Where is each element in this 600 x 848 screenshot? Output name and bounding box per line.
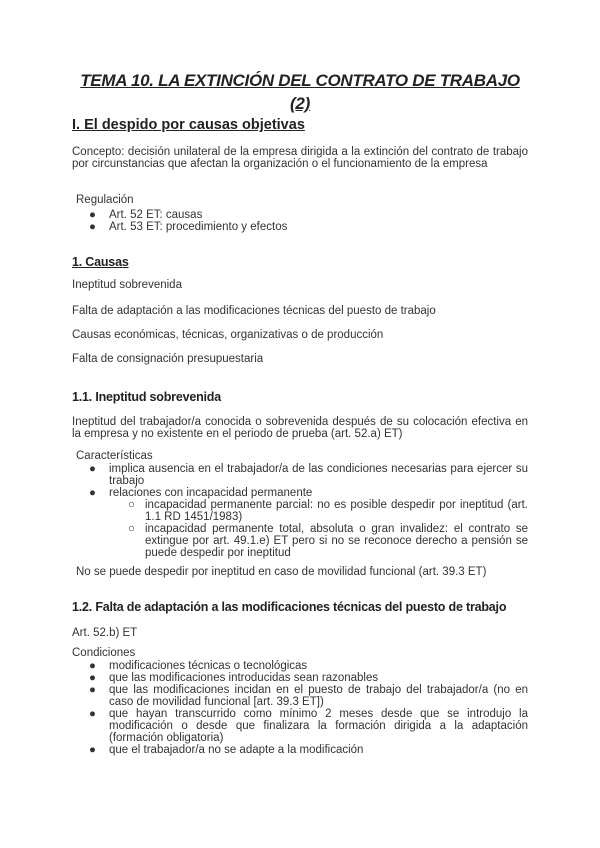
bullet-icon: ● — [89, 463, 96, 475]
conditions-list — [72, 660, 528, 756]
bullet-icon: ● — [89, 221, 96, 233]
bullet-icon: ● — [89, 744, 96, 756]
bullet-icon: ● — [89, 708, 96, 720]
regulation-list — [72, 209, 528, 233]
list-item: ● que hayan transcurrido como mínimo 2 meses desde que se introdujo la modificación o desde que finalizara la formación dirigida a la adaptación (formación obligatoria) — [89, 708, 528, 744]
document-title-line-2: (2) — [290, 94, 310, 113]
bullet-icon: ● — [89, 672, 96, 684]
sub-list — [109, 499, 528, 559]
list-item: ● que el trabajador/a no se adapte a la modificación — [89, 744, 364, 756]
bullet-icon: ● — [89, 684, 96, 696]
causes-heading: 1. Causas — [72, 255, 129, 269]
bullet-icon: ● — [89, 209, 96, 221]
bullet-icon: ● — [89, 487, 96, 499]
concept-paragraph: Concepto: decisión unilateral de la empresa dirigida a la extinción del contrato de trabajo por circunstancias que afectan la organización o el funcionamiento de la empresa — [72, 146, 528, 170]
list-item: ● que las modificaciones introducidas sean razonables — [89, 672, 379, 684]
subsection-heading-ineptitud: 1.1. Ineptitud sobrevenida — [72, 390, 221, 404]
characteristics-label: Características — [76, 450, 153, 462]
conditions-label: Condiciones — [72, 647, 136, 659]
section-heading: I. El despido por causas objetivas — [72, 117, 305, 133]
characteristics-list — [72, 463, 528, 559]
cause-item: Ineptitud sobrevenida — [72, 279, 182, 291]
list-item: ● implica ausencia en el trabajador/a de las condiciones necesarias para ejercer su trabajo — [89, 463, 528, 487]
cause-item: Falta de consignación presupuestaria — [72, 353, 264, 365]
regulation-label: Regulación — [76, 194, 134, 206]
cause-item: Falta de adaptación a las modificaciones técnicas del puesto de trabajo — [72, 305, 436, 317]
bullet-icon: ● — [89, 660, 96, 672]
circle-bullet-icon: ○ — [128, 499, 135, 511]
list-item: ● Art. 53 ET: procedimiento y efectos — [89, 221, 288, 233]
sub-list-item: ○ incapacidad permanente total, absoluta o gran invalidez: el contrato se extingue por art. 49.1.e) ET pero si no se reconoce derecho a pensión se puede despedir por ineptitud — [128, 523, 528, 559]
document-title-line-1: TEMA 10. LA EXTINCIÓN DEL CONTRATO DE TRABAJO — [80, 71, 520, 90]
circle-bullet-icon: ○ — [128, 523, 135, 535]
adaptation-article: Art. 52.b) ET — [72, 627, 138, 639]
cause-item: Causas económicas, técnicas, organizativas o de producción — [72, 329, 384, 341]
ineptitud-definition: Ineptitud del trabajador/a conocida o sobrevenida después de su colocación efectiva en la empresa y no existente en el periodo de prueba (art. 52.a) ET) — [72, 416, 528, 440]
list-item: ● modificaciones técnicas o tecnológicas — [89, 660, 308, 672]
ineptitud-note: No se puede despedir por ineptitud en caso de movilidad funcional (art. 39.3 ET) — [76, 566, 487, 578]
sub-list-item: ○ incapacidad permanente parcial: no es posible despedir por ineptitud (art. 1.1 RD 1451/1983) — [128, 499, 528, 523]
list-item: ● relaciones con incapacidad permanente ○ incapacidad permanente parcial: no es posible despedir por ineptitud (art. 1.1 RD 1451/1983) ○ incapacidad permanente total, absoluta o gran invalidez: el contrato se extingue por art. 49.1.e) ET pero si no se reconoce derecho a pensión se puede despedir por ineptitud — [89, 487, 528, 559]
list-item: ● Art. 52 ET: causas — [89, 209, 203, 221]
list-item: ● que las modificaciones incidan en el puesto de trabajo del trabajador/a (no en caso de movilidad funcional [art. 39.3 ET]) — [89, 684, 528, 708]
subsection-heading-adaptation: 1.2. Falta de adaptación a las modificaciones técnicas del puesto de trabajo — [72, 600, 507, 614]
